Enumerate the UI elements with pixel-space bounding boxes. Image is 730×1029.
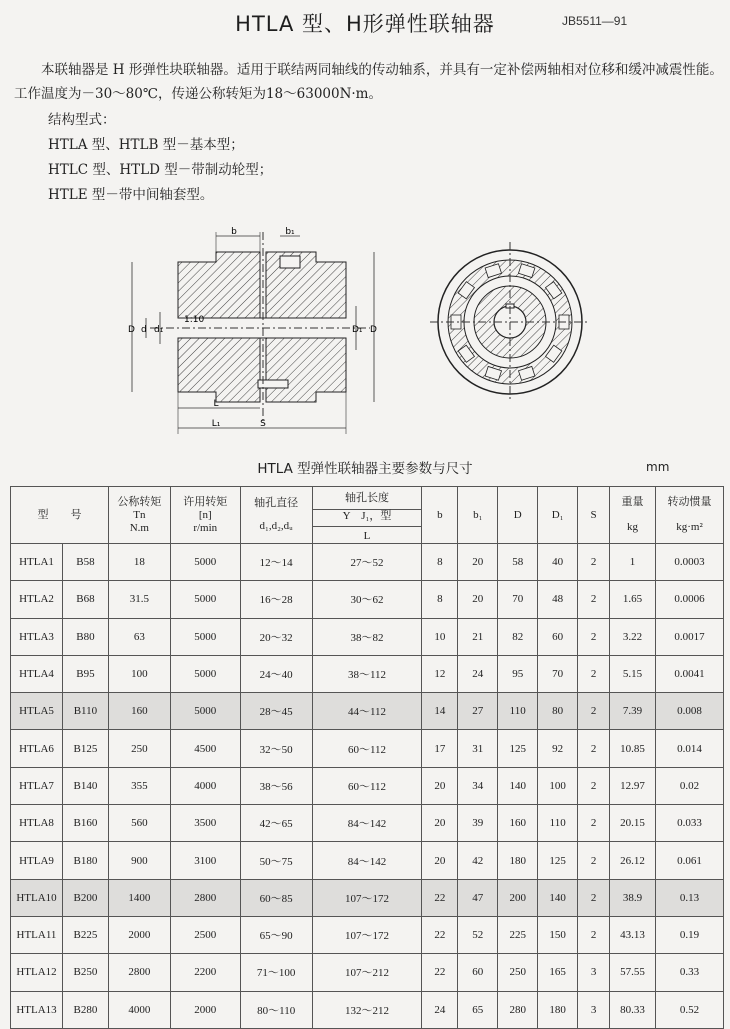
cell-bore-diameter: 28～45 xyxy=(240,693,312,730)
label-L: L xyxy=(213,399,219,409)
table-row xyxy=(11,991,724,1028)
table-row xyxy=(11,655,724,692)
cell-D1: 140 xyxy=(538,879,578,916)
cell-code: B68 xyxy=(62,581,108,618)
cell-inertia: 0.0041 xyxy=(656,655,724,692)
cell-D: 70 xyxy=(498,581,538,618)
cell-code: B58 xyxy=(62,544,108,581)
cell-inertia: 0.0003 xyxy=(656,544,724,581)
cell-allowed-speed: 2000 xyxy=(170,991,240,1028)
cell-nominal-torque: 1400 xyxy=(108,879,170,916)
cell-S: 2 xyxy=(578,544,610,581)
cell-code: B180 xyxy=(62,842,108,879)
cell-bore-diameter: 20～32 xyxy=(240,618,312,655)
cell-bore-length: 38～82 xyxy=(312,618,422,655)
cell-allowed-speed: 5000 xyxy=(170,544,240,581)
cell-model: HTLA8 xyxy=(11,805,63,842)
cell-nominal-torque: 560 xyxy=(108,805,170,842)
cell-code: B280 xyxy=(62,991,108,1028)
table-row xyxy=(11,618,724,655)
label-L1: L₁ xyxy=(211,419,221,429)
cell-inertia: 0.19 xyxy=(656,916,724,953)
cell-bore-length: 44～112 xyxy=(312,693,422,730)
cell-inertia: 0.13 xyxy=(656,879,724,916)
page-title: HTLA 型、H形弹性联轴器 xyxy=(235,12,495,36)
table-row xyxy=(11,693,724,730)
cell-allowed-speed: 4000 xyxy=(170,767,240,804)
label-D1: D₁ xyxy=(352,325,363,335)
cell-nominal-torque: 63 xyxy=(108,618,170,655)
cell-S: 2 xyxy=(578,618,610,655)
cell-b1: 27 xyxy=(458,693,498,730)
label-taper: 1:10 xyxy=(184,315,205,325)
cell-b1: 42 xyxy=(458,842,498,879)
cell-bore-length: 107～172 xyxy=(312,916,422,953)
cell-D1: 92 xyxy=(538,730,578,767)
header-nominal-torque: 公称转矩 Tn N.m xyxy=(108,487,170,544)
table-row xyxy=(11,805,724,842)
cell-bore-diameter: 71～100 xyxy=(240,954,312,991)
cell-nominal-torque: 2800 xyxy=(108,954,170,991)
table-row xyxy=(11,730,724,767)
cell-model: HTLA4 xyxy=(11,655,63,692)
cell-code: B125 xyxy=(62,730,108,767)
header-allowed-speed: 许用转矩 [n] r/min xyxy=(170,487,240,544)
parameter-table xyxy=(10,486,724,1029)
cell-D1: 70 xyxy=(538,655,578,692)
header-weight: 重量 kg xyxy=(610,487,656,544)
header-bore-length-sub: Y J₁，型 L xyxy=(312,510,422,544)
cell-bore-diameter: 12～14 xyxy=(240,544,312,581)
cell-model: HTLA12 xyxy=(11,954,63,991)
cell-b: 8 xyxy=(422,544,458,581)
cell-weight: 38.9 xyxy=(610,879,656,916)
cell-code: B160 xyxy=(62,805,108,842)
cell-D1: 80 xyxy=(538,693,578,730)
table-row xyxy=(11,544,724,581)
cell-b: 12 xyxy=(422,655,458,692)
cell-b1: 34 xyxy=(458,767,498,804)
header-S: S xyxy=(578,487,610,544)
cell-bore-diameter: 42～65 xyxy=(240,805,312,842)
cell-b: 22 xyxy=(422,916,458,953)
label-D-right: D xyxy=(370,325,377,335)
cell-D1: 180 xyxy=(538,991,578,1028)
cell-bore-length: 30～62 xyxy=(312,581,422,618)
coupling-drawing xyxy=(120,222,600,442)
cell-allowed-speed: 4500 xyxy=(170,730,240,767)
cell-D: 200 xyxy=(498,879,538,916)
cell-model: HTLA5 xyxy=(11,693,63,730)
cell-b1: 20 xyxy=(458,581,498,618)
cell-b: 22 xyxy=(422,954,458,991)
cell-code: B140 xyxy=(62,767,108,804)
header-model: 型 号 xyxy=(11,487,109,544)
table-caption: HTLA 型弹性联轴器主要参数与尺寸 xyxy=(257,461,473,477)
cell-allowed-speed: 3100 xyxy=(170,842,240,879)
header-b1: b₁ xyxy=(458,487,498,544)
cell-model: HTLA9 xyxy=(11,842,63,879)
cell-inertia: 0.0017 xyxy=(656,618,724,655)
cell-bore-diameter: 32～50 xyxy=(240,730,312,767)
cell-code: B80 xyxy=(62,618,108,655)
cell-nominal-torque: 250 xyxy=(108,730,170,767)
cell-allowed-speed: 3500 xyxy=(170,805,240,842)
cell-weight: 7.39 xyxy=(610,693,656,730)
cell-S: 2 xyxy=(578,767,610,804)
cell-weight: 57.55 xyxy=(610,954,656,991)
cell-b: 20 xyxy=(422,767,458,804)
cell-weight: 1.65 xyxy=(610,581,656,618)
cell-bore-length: 27～52 xyxy=(312,544,422,581)
structure-type-1: HTLA 型、HTLB 型－基本型； xyxy=(48,137,244,153)
cell-weight: 26.12 xyxy=(610,842,656,879)
cell-S: 2 xyxy=(578,581,610,618)
cell-bore-length: 60～112 xyxy=(312,730,422,767)
cell-inertia: 0.0006 xyxy=(656,581,724,618)
cell-D1: 100 xyxy=(538,767,578,804)
section-view xyxy=(132,232,374,434)
end-view xyxy=(430,242,590,402)
cell-S: 2 xyxy=(578,916,610,953)
header-D1: D₁ xyxy=(538,487,578,544)
cell-S: 2 xyxy=(578,805,610,842)
cell-S: 3 xyxy=(578,991,610,1028)
cell-bore-diameter: 60～85 xyxy=(240,879,312,916)
cell-model: HTLA11 xyxy=(11,916,63,953)
cell-bore-diameter: 24～40 xyxy=(240,655,312,692)
cell-D: 280 xyxy=(498,991,538,1028)
cell-nominal-torque: 355 xyxy=(108,767,170,804)
header-bore-length: 轴孔长度 xyxy=(312,487,422,510)
cell-b: 17 xyxy=(422,730,458,767)
cell-bore-length: 107～212 xyxy=(312,954,422,991)
cell-model: HTLA7 xyxy=(11,767,63,804)
label-d1: d₁ xyxy=(154,325,164,335)
cell-allowed-speed: 5000 xyxy=(170,655,240,692)
cell-bore-length: 60～112 xyxy=(312,767,422,804)
cell-b1: 21 xyxy=(458,618,498,655)
cell-inertia: 0.014 xyxy=(656,730,724,767)
cell-allowed-speed: 2800 xyxy=(170,879,240,916)
header-b: b xyxy=(422,487,458,544)
label-d: d xyxy=(141,325,147,335)
cell-weight: 10.85 xyxy=(610,730,656,767)
label-S: S xyxy=(260,419,266,429)
cell-b1: 24 xyxy=(458,655,498,692)
cell-D: 110 xyxy=(498,693,538,730)
cell-code: B250 xyxy=(62,954,108,991)
table-row xyxy=(11,581,724,618)
cell-S: 2 xyxy=(578,879,610,916)
table-row xyxy=(11,767,724,804)
cell-S: 3 xyxy=(578,954,610,991)
cell-bore-diameter: 38～56 xyxy=(240,767,312,804)
cell-bore-length: 107～172 xyxy=(312,879,422,916)
cell-weight: 43.13 xyxy=(610,916,656,953)
cell-D1: 125 xyxy=(538,842,578,879)
header-bore-diameter: 轴孔直径 d₁,d₂,dᵤ xyxy=(240,487,312,544)
description-paragraph: 本联轴器是 H 形弹性块联轴器。适用于联结两同轴线的传动轴系，并具有一定补偿两轴相对位移和缓冲减震性能。工作温度为－30～80℃，传递公称转矩为18～63000N·m。 xyxy=(14,62,723,102)
cell-weight: 20.15 xyxy=(610,805,656,842)
cell-nominal-torque: 100 xyxy=(108,655,170,692)
cell-bore-diameter: 16～28 xyxy=(240,581,312,618)
label-b: b xyxy=(231,227,237,237)
table-row xyxy=(11,916,724,953)
cell-b: 10 xyxy=(422,618,458,655)
cell-inertia: 0.52 xyxy=(656,991,724,1028)
cell-b1: 39 xyxy=(458,805,498,842)
standard-number: JB5511—91 xyxy=(562,14,628,28)
table-row xyxy=(11,879,724,916)
cell-D1: 60 xyxy=(538,618,578,655)
cell-weight: 12.97 xyxy=(610,767,656,804)
cell-code: B200 xyxy=(62,879,108,916)
cell-b1: 20 xyxy=(458,544,498,581)
cell-S: 2 xyxy=(578,730,610,767)
cell-model: HTLA3 xyxy=(11,618,63,655)
cell-D: 250 xyxy=(498,954,538,991)
cell-nominal-torque: 18 xyxy=(108,544,170,581)
cell-b1: 31 xyxy=(458,730,498,767)
table-row xyxy=(11,954,724,991)
cell-bore-diameter: 65～90 xyxy=(240,916,312,953)
cell-nominal-torque: 31.5 xyxy=(108,581,170,618)
cell-allowed-speed: 5000 xyxy=(170,581,240,618)
cell-bore-length: 84～142 xyxy=(312,805,422,842)
cell-allowed-speed: 5000 xyxy=(170,618,240,655)
cell-nominal-torque: 4000 xyxy=(108,991,170,1028)
cell-weight: 3.22 xyxy=(610,618,656,655)
cell-model: HTLA2 xyxy=(11,581,63,618)
cell-D1: 110 xyxy=(538,805,578,842)
cell-bore-diameter: 50～75 xyxy=(240,842,312,879)
cell-code: B95 xyxy=(62,655,108,692)
cell-D: 125 xyxy=(498,730,538,767)
cell-b: 20 xyxy=(422,842,458,879)
structure-heading: 结构型式： xyxy=(48,112,116,128)
cell-b1: 65 xyxy=(458,991,498,1028)
cell-model: HTLA1 xyxy=(11,544,63,581)
cell-D: 58 xyxy=(498,544,538,581)
structure-type-2: HTLC 型、HTLD 型－带制动轮型； xyxy=(48,162,273,178)
cell-allowed-speed: 2200 xyxy=(170,954,240,991)
cell-inertia: 0.033 xyxy=(656,805,724,842)
cell-bore-length: 84～142 xyxy=(312,842,422,879)
cell-S: 2 xyxy=(578,693,610,730)
cell-D: 225 xyxy=(498,916,538,953)
cell-S: 2 xyxy=(578,655,610,692)
cell-model: HTLA6 xyxy=(11,730,63,767)
cell-model: HTLA10 xyxy=(11,879,63,916)
cell-b: 20 xyxy=(422,805,458,842)
cell-code: B110 xyxy=(62,693,108,730)
header-inertia: 转动惯量 kg·m² xyxy=(656,487,724,544)
cell-nominal-torque: 160 xyxy=(108,693,170,730)
cell-S: 2 xyxy=(578,842,610,879)
cell-D1: 40 xyxy=(538,544,578,581)
cell-allowed-speed: 2500 xyxy=(170,916,240,953)
structure-type-3: HTLE 型－带中间轴套型。 xyxy=(48,187,214,203)
cell-D: 95 xyxy=(498,655,538,692)
cell-D1: 150 xyxy=(538,916,578,953)
cell-D: 140 xyxy=(498,767,538,804)
cell-inertia: 0.008 xyxy=(656,693,724,730)
cell-b: 14 xyxy=(422,693,458,730)
cell-b1: 60 xyxy=(458,954,498,991)
cell-D: 160 xyxy=(498,805,538,842)
cell-bore-length: 38～112 xyxy=(312,655,422,692)
cell-nominal-torque: 900 xyxy=(108,842,170,879)
cell-D: 180 xyxy=(498,842,538,879)
cell-weight: 80.33 xyxy=(610,991,656,1028)
header-D: D xyxy=(498,487,538,544)
cell-inertia: 0.33 xyxy=(656,954,724,991)
cell-code: B225 xyxy=(62,916,108,953)
cell-b: 24 xyxy=(422,991,458,1028)
cell-inertia: 0.061 xyxy=(656,842,724,879)
label-D-left: D xyxy=(128,325,135,335)
cell-bore-diameter: 80～110 xyxy=(240,991,312,1028)
table-unit: mm xyxy=(646,460,670,474)
cell-D1: 165 xyxy=(538,954,578,991)
cell-model: HTLA13 xyxy=(11,991,63,1028)
cell-b: 22 xyxy=(422,879,458,916)
cell-bore-length: 132～212 xyxy=(312,991,422,1028)
label-b1: b₁ xyxy=(285,227,295,237)
table-row xyxy=(11,842,724,879)
cell-nominal-torque: 2000 xyxy=(108,916,170,953)
cell-b1: 52 xyxy=(458,916,498,953)
cell-b1: 47 xyxy=(458,879,498,916)
cell-inertia: 0.02 xyxy=(656,767,724,804)
cell-allowed-speed: 5000 xyxy=(170,693,240,730)
cell-b: 8 xyxy=(422,581,458,618)
cell-D: 82 xyxy=(498,618,538,655)
cell-weight: 5.15 xyxy=(610,655,656,692)
cell-D1: 48 xyxy=(538,581,578,618)
cell-weight: 1 xyxy=(610,544,656,581)
